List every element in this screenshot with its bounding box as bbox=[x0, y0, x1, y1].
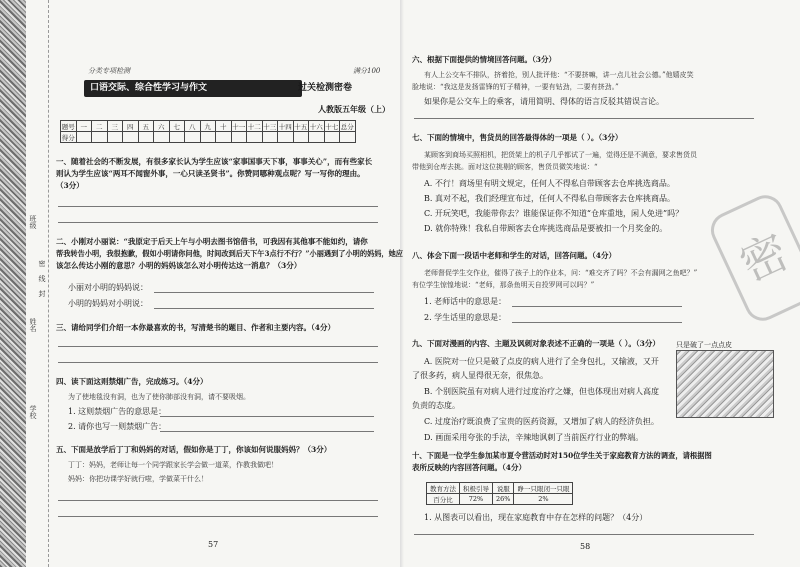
question-5: 五、下面是放学后丁丁和妈妈的对话，假如你是丁丁，你该如何说服妈妈？（3分） bbox=[56, 445, 332, 454]
q10-item-1: 1. 从图表可以看出，现在家庭教育中存在怎样的问题？（4分） bbox=[424, 513, 648, 522]
score-input-cell[interactable] bbox=[278, 132, 294, 143]
question-1-line3: （3分） bbox=[56, 181, 84, 190]
q9-option-b-cont: 负责的态度。 bbox=[412, 401, 460, 410]
question-1: 一、随着社会的不断发展，有很多家长认为学生应该“家事国事天下事，事事关心”，而有些家长 bbox=[56, 157, 373, 166]
cartoon-caption: 只是破了一点点皮 bbox=[676, 341, 732, 349]
score-input-cell[interactable] bbox=[216, 132, 232, 143]
grade-label: 人教版五年级（上） bbox=[318, 104, 390, 114]
question-9: 九、下面对漫画的内容、主题及讽刺对象表述不正确的一项是（ ）。（3分） bbox=[412, 339, 660, 348]
score-table bbox=[60, 120, 356, 143]
survey-table bbox=[426, 482, 573, 505]
score-input-cell[interactable] bbox=[76, 132, 92, 143]
score-input-cell[interactable] bbox=[262, 132, 278, 143]
binding-edge bbox=[0, 0, 26, 567]
answer-line[interactable] bbox=[154, 308, 374, 309]
score-label-cell: 得分 bbox=[61, 133, 75, 142]
question-4: 四、读下面这则禁烟广告，完成练习。（4分） bbox=[56, 377, 208, 386]
score-cell: 一 bbox=[76, 121, 92, 132]
question-1-line2: 则认为学生应该“两耳不闻窗外事，一心只读圣贤书”。你赞同哪种观点呢？写一写你的理由。 bbox=[56, 169, 365, 178]
answer-line[interactable] bbox=[512, 306, 682, 307]
score-cell: 总分 bbox=[340, 122, 354, 131]
q8-text-1: 老师督促学生交作业，催得了孩子上的作业本，问：“难交齐了吗？不会有漏网之鱼吧？” bbox=[424, 269, 698, 277]
score-input-cell[interactable] bbox=[340, 132, 356, 143]
survey-value-row bbox=[427, 494, 573, 505]
answer-line[interactable] bbox=[58, 500, 378, 501]
left-page bbox=[48, 0, 403, 567]
q4-ad-text: 为了使地毯没有洞，也为了使你肺部没有洞，请不要吸烟。 bbox=[68, 393, 250, 401]
question-7: 七、下面的情境中，售货员的回答最得体的一项是（ ）。（3分） bbox=[412, 133, 623, 142]
answer-line[interactable] bbox=[58, 222, 378, 223]
score-cell: 六 bbox=[154, 121, 170, 132]
answer-line[interactable] bbox=[58, 206, 378, 207]
question-2: 二、小刚对小丽说：“我原定于后天上午与小明去图书馆借书，可我因有其他事不能如约，请你 bbox=[56, 237, 368, 246]
question-2-line3: 该怎么传达小刚的意思？小明的妈妈该怎么对小明传达这一消息？（3分） bbox=[56, 261, 302, 270]
margin-seal-xian: 线 bbox=[38, 275, 46, 282]
margin-seal-feng: 封 bbox=[38, 290, 46, 297]
series-label: 分类专项检测 bbox=[88, 67, 130, 75]
q9-option-b[interactable]: B. 个别医院虽有对病人进行过度治疗之嫌，但也体现出对病人高度 bbox=[424, 387, 659, 396]
score-input-cell[interactable] bbox=[107, 132, 123, 143]
seal-margin bbox=[26, 0, 49, 567]
survey-head-cell: 积极引导 bbox=[460, 483, 493, 494]
score-cell: 八 bbox=[185, 121, 201, 132]
score-cell: 十三 bbox=[263, 122, 277, 131]
answer-line[interactable] bbox=[414, 534, 754, 535]
question-6: 六、根据下面提供的情境回答问题。（3分） bbox=[412, 55, 556, 64]
q5-dialogue-a: 丁丁：妈妈，老师让每一个同学跟家长学会做一道菜，作教我做吧！ bbox=[68, 461, 278, 469]
score-cell: 五 bbox=[138, 121, 154, 132]
exam-banner-tail: 过关检测密卷 bbox=[298, 83, 353, 93]
page-number-right: 58 bbox=[580, 542, 591, 551]
exam-banner: 口语交际、综合性学习与作文 bbox=[84, 80, 302, 97]
score-value-row bbox=[61, 132, 356, 143]
q4-item-2: 2. 请你也写一则禁烟广告： bbox=[68, 422, 167, 431]
score-cell: 四 bbox=[123, 121, 139, 132]
q7-text-2: 带他到仓库去挑。面对这位挑剔的顾客，售货员微笑地说：“ bbox=[412, 163, 598, 171]
score-cell: 十六 bbox=[309, 122, 323, 131]
q6-text-3: 如果你是公交车上的乘客，请用简明、得体的语言反驳其错误言论。 bbox=[424, 97, 664, 106]
score-input-cell[interactable] bbox=[92, 132, 108, 143]
right-page bbox=[404, 0, 797, 567]
answer-line[interactable] bbox=[414, 118, 754, 119]
q6-text-1: 有人上公交车不排队，挤着抢，别人批评他：“不要挤嘛，讲一点儿社会公德。”他嬉皮笑 bbox=[424, 71, 694, 79]
question-8: 八、体会下面一段话中老师和学生的对话，回答问题。（4分） bbox=[412, 251, 616, 260]
q9-option-a-cont: 了很多药，病人显得很无奈，很焦急。 bbox=[412, 371, 548, 380]
q8-item-1: 1. 老师话中的意思是： bbox=[424, 297, 507, 306]
survey-head-cell: 说服 bbox=[493, 483, 514, 494]
q9-option-a[interactable]: A. 医院对一位只是破了点皮的病人进行了全身包扎，又输液，又开 bbox=[424, 357, 659, 366]
q8-text-2: 有位学生惊惶地说：“老师，那条鱼明天自投罗网可以吗？” bbox=[412, 281, 595, 289]
score-input-cell[interactable] bbox=[247, 132, 263, 143]
survey-cell: 26% bbox=[493, 494, 514, 505]
score-cell: 十二 bbox=[247, 122, 261, 131]
score-input-cell[interactable] bbox=[324, 132, 340, 143]
question-10-line2: 表所反映的内容回答问题。（4分） bbox=[412, 463, 526, 472]
answer-line[interactable] bbox=[160, 416, 374, 417]
score-cell: 二 bbox=[92, 121, 108, 132]
score-input-cell[interactable] bbox=[154, 132, 170, 143]
score-input-cell[interactable] bbox=[138, 132, 154, 143]
cartoon-image bbox=[676, 350, 774, 418]
confidential-stamp: 密 bbox=[705, 189, 800, 326]
full-score: 满分100 bbox=[353, 67, 381, 75]
question-2-line2: 帮我转告小明，我很抱歉，假如小明请你问他，时间改到后天下午3点行不行？”小丽遇到了小明的妈妈，她应 bbox=[56, 249, 403, 258]
answer-line[interactable] bbox=[512, 322, 682, 323]
score-cell: 十五 bbox=[294, 122, 308, 131]
score-input-cell[interactable] bbox=[169, 132, 185, 143]
answer-line[interactable] bbox=[160, 431, 374, 432]
score-input-cell[interactable] bbox=[293, 132, 309, 143]
survey-head-cell: 教育方法 bbox=[427, 483, 460, 494]
score-cell: 十七 bbox=[325, 122, 339, 131]
margin-label-class: 班级 bbox=[29, 215, 37, 229]
score-input-cell[interactable] bbox=[185, 132, 201, 143]
score-cell: 九 bbox=[200, 121, 216, 132]
answer-line[interactable] bbox=[154, 292, 374, 293]
survey-cell: 百分比 bbox=[427, 494, 460, 505]
q7-text-1: 某顾客到商场买照相机，把货架上的机子几乎都试了一遍，觉得还是不满意，要求售货员 bbox=[424, 151, 697, 159]
score-input-cell[interactable] bbox=[309, 132, 325, 143]
question-10: 十、下面是一位学生参加某市夏令营活动时对150位学生关于家庭教育方法的调查，请根据图 bbox=[412, 451, 712, 460]
q2-answer-b-label: 小明的妈妈对小明说： bbox=[68, 299, 148, 308]
margin-label-name: 姓名 bbox=[29, 318, 37, 332]
score-cell: 十一 bbox=[232, 122, 246, 131]
margin-seal-mi: 密 bbox=[38, 260, 46, 267]
score-cell: 七 bbox=[169, 121, 185, 132]
margin-label-school: 学校 bbox=[29, 405, 37, 419]
score-cell: 十四 bbox=[278, 122, 292, 131]
q7-option-d[interactable]: D. 就你特殊！我私自带顾客去仓库挑选商品是要被扣一个月奖金的。 bbox=[424, 224, 668, 233]
answer-line[interactable] bbox=[58, 362, 378, 363]
q7-option-a[interactable]: A. 不行！商场里有明文规定，任何人不得私自带顾客去仓库挑选商品。 bbox=[424, 179, 675, 188]
q8-item-2: 2. 学生话里的意思是： bbox=[424, 313, 507, 322]
score-cell: 三 bbox=[107, 121, 123, 132]
survey-cell: 72% bbox=[460, 494, 493, 505]
q4-item-1: 1. 这则禁烟广告的意思是： bbox=[68, 407, 167, 416]
score-input-cell[interactable] bbox=[123, 132, 139, 143]
q2-answer-a-label: 小丽对小明的妈妈说： bbox=[68, 283, 148, 292]
survey-head-cell: 睁一只眼闭一只眼 bbox=[514, 483, 573, 494]
survey-header-row bbox=[427, 483, 573, 494]
score-input-cell[interactable] bbox=[231, 132, 247, 143]
score-header-row bbox=[61, 121, 356, 132]
score-cell: 十 bbox=[216, 121, 232, 132]
page-number-left: 57 bbox=[208, 540, 219, 549]
answer-line[interactable] bbox=[58, 346, 378, 347]
q5-dialogue-b: 妈妈：你把功课学好就行啦，学做菜干什么！ bbox=[68, 475, 208, 483]
answer-line[interactable] bbox=[58, 516, 378, 517]
question-3: 三、请给同学们介绍一本你最喜欢的书，写清楚书的题目、作者和主要内容。（4分） bbox=[56, 323, 335, 332]
score-cell: 题号 bbox=[61, 122, 75, 131]
q7-option-c[interactable]: C. 开玩笑吧，我能带你去？谁能保证你不知道“仓库重地，闲人免进”吗？ bbox=[424, 209, 684, 218]
score-input-cell[interactable] bbox=[200, 132, 216, 143]
q7-option-b[interactable]: B. 真对不起，我们经理宣布过，任何人不得私自带顾客去仓库挑商品。 bbox=[424, 194, 675, 203]
survey-cell: 2% bbox=[514, 494, 573, 505]
q9-option-c[interactable]: C. 过度治疗既浪费了宝贵的医药资源，又增加了病人的经济负担。 bbox=[424, 417, 659, 426]
q9-option-d[interactable]: D. 画面采用夸张的手法，辛辣地讽刺了当前医疗行业的弊端。 bbox=[424, 433, 644, 442]
q6-text-2: 脸地说：“我这是发扬雷锋的钉子精神，一要有钻劲，二要有挤劲。” bbox=[412, 83, 619, 91]
